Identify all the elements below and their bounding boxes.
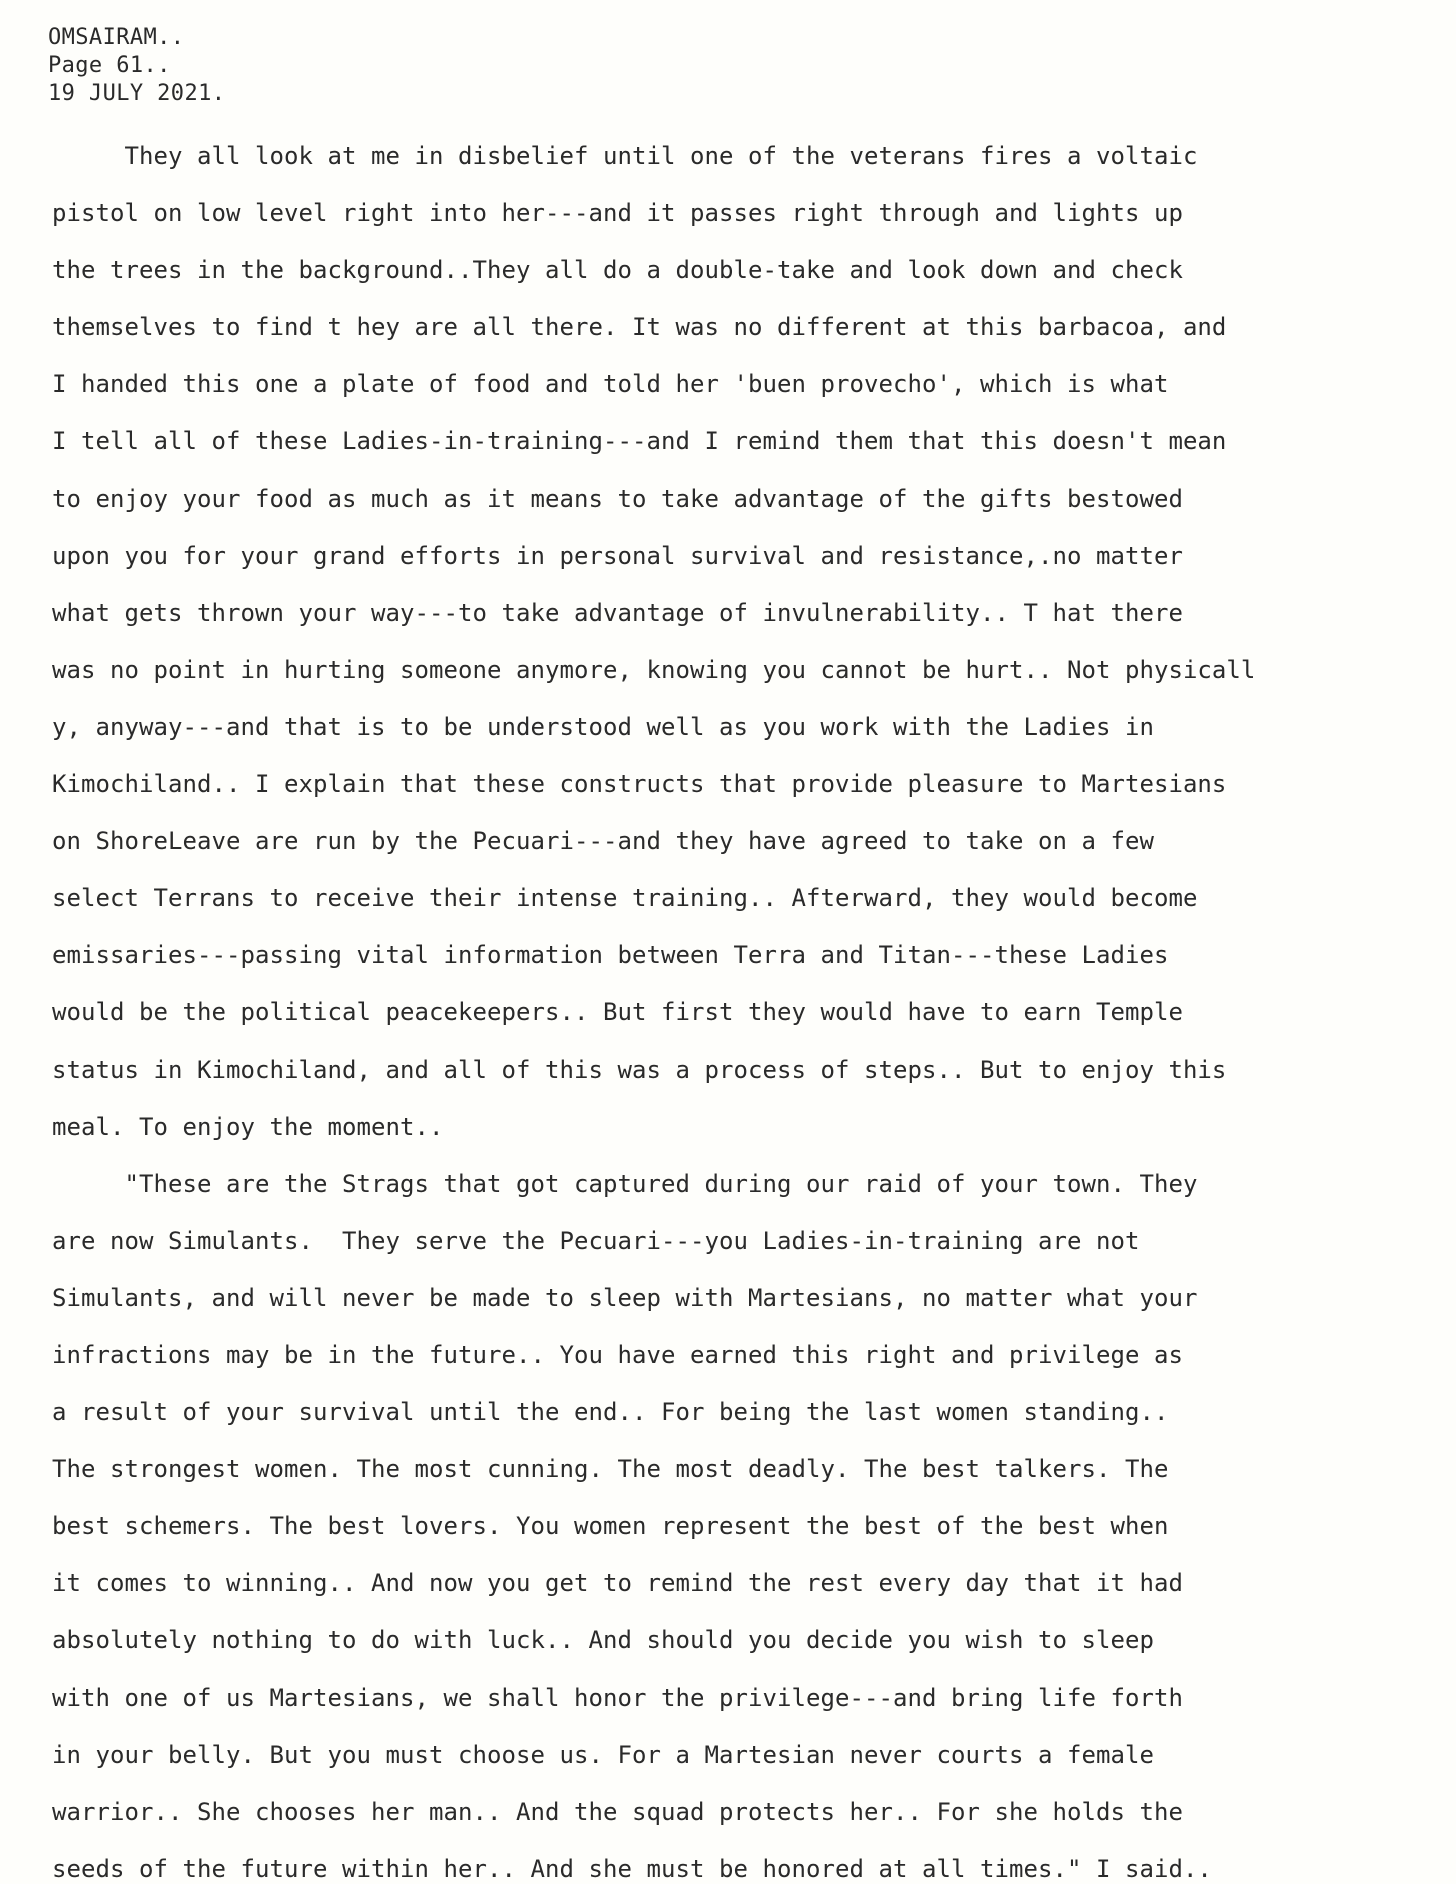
text-line: Simulants, and will never be made to sleep with Martesians, no matter what your (52, 1283, 1198, 1312)
page-header (48, 24, 225, 108)
text-line: it comes to winning.. And now you get to remind the rest every day that it had (52, 1569, 1183, 1598)
body-text (52, 128, 1442, 1898)
text-line: I handed this one a plate of food and told her 'buen provecho', which is what (52, 370, 1169, 399)
text-line: select Terrans to receive their intense training.. Afterward, they would become (52, 884, 1198, 913)
text-line: "These are the Strags that got captured during our raid of your town. They (52, 1169, 1198, 1198)
text-line: Kimochiland.. I explain that these constructs that provide pleasure to Martesians (52, 770, 1227, 799)
text-line: They all look at me in disbelief until one of the veterans fires a voltaic (52, 142, 1198, 170)
page-number: Page 61.. (48, 53, 171, 78)
text-line: the trees in the background..They all do a double-take and look down and check (52, 256, 1183, 285)
text-line: to enjoy your food as much as it means to take advantage of the gifts bestowed (52, 484, 1183, 513)
text-line: y, anyway---and that is to be understood well as you work with the Ladies in (52, 712, 1154, 741)
text-line: pistol on low level right into her---and it passes right through and lights up (52, 199, 1183, 228)
text-line: absolutely nothing to do with luck.. And should you decide you wish to sleep (52, 1626, 1154, 1655)
text-line: upon you for your grand efforts in personal survival and resistance,.no matter (52, 541, 1183, 570)
text-line: meal. To enjoy the moment.. (52, 1112, 444, 1141)
text-line: seeds of the future within her.. And she must be honored at all times." I said.. (52, 1854, 1212, 1883)
text-line: The strongest women. The most cunning. The most deadly. The best talkers. The (52, 1455, 1169, 1484)
text-line: was no point in hurting someone anymore, knowing you cannot be hurt.. Not physicall (52, 655, 1256, 684)
text-line: would be the political peacekeepers.. But first they would have to earn Temple (52, 998, 1183, 1027)
text-line: emissaries---passing vital information between Terra and Titan---these Ladies (52, 941, 1169, 970)
text-line: infractions may be in the future.. You have earned this right and privilege as (52, 1340, 1183, 1369)
text-line: warrior.. She chooses her man.. And the squad protects her.. For she holds the (52, 1797, 1183, 1826)
text-line: in your belly. But you must choose us. For a Martesian never courts a female (52, 1740, 1154, 1769)
text-line: best schemers. The best lovers. You women represent the best of the best when (52, 1512, 1169, 1541)
text-line: with one of us Martesians, we shall honor the privilege---and bring life forth (52, 1683, 1183, 1712)
text-line: what gets thrown your way---to take advantage of invulnerability.. T hat there (52, 598, 1183, 627)
text-line: status in Kimochiland, and all of this was a process of steps.. But to enjoy this (52, 1055, 1227, 1084)
text-line: I tell all of these Ladies-in-training---and I remind them that this doesn't mean (52, 427, 1227, 456)
page-date: 19 JULY 2021. (48, 81, 226, 106)
header-greeting: OMSAIRAM.. (48, 25, 185, 50)
text-line: a result of your survival until the end.. For being the last women standing.. (52, 1398, 1169, 1427)
text-line: themselves to find t hey are all there. It was no different at this barbacoa, and (52, 313, 1227, 342)
text-line: are now Simulants. They serve the Pecuari---you Ladies-in-training are not (52, 1226, 1140, 1255)
text-line: on ShoreLeave are run by the Pecuari---and they have agreed to take on a few (52, 827, 1154, 856)
